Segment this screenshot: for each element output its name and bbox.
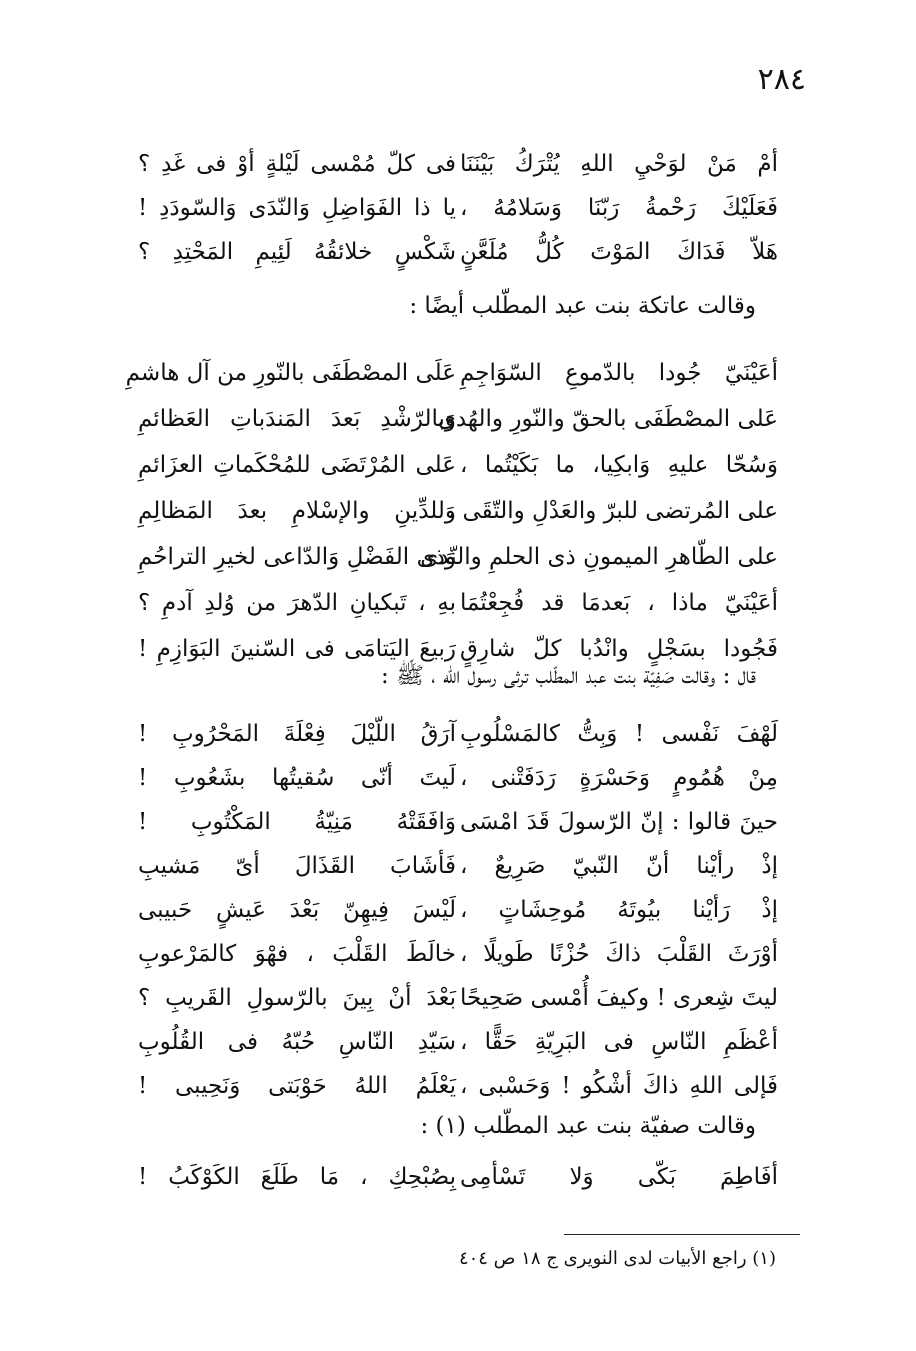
- verse-line: [138, 888, 778, 932]
- verse-line: [138, 1064, 778, 1108]
- intro-safiyya-1: قال : وقالت صَفِيّة بنت عبد المطّلب ترثى رسول الله ، ﷺ :: [381, 663, 756, 689]
- first-hemistich: إذْ رأيْنا أنّ النّبيّ صَرِيعٌ ،: [460, 853, 778, 879]
- first-hemistich: أعْظَمِ النّاسِ فى البَرِيّةِ حَقًّا ،: [460, 1029, 778, 1055]
- verse-line: [125, 350, 778, 396]
- verse-line: [138, 230, 778, 274]
- first-hemistich: أعَيْنَيّ ماذا ، بَعدمَا قد فُجِعْتُمَا: [460, 590, 778, 616]
- verse-line: [138, 580, 778, 626]
- first-hemistich: أمْ مَنْ لوَحْيِ اللهِ يُتْرَكُ بَيْنَنَا: [460, 151, 778, 177]
- footnote: (١) راجع الأبيات لدى النويرى ج ١٨ ص ٤٠٤: [458, 1248, 776, 1269]
- verse-line: [138, 142, 778, 186]
- verse-line: [138, 396, 778, 442]
- second-hemistich: وَبالرّشْدِ بَعدَ المَندَباتِ العَظائمِ: [138, 406, 456, 432]
- verse-line: [138, 756, 778, 800]
- first-hemistich: فَجُودا بسَجْلٍ وانْدُبا كلّ شارِقٍ: [460, 636, 778, 662]
- first-hemistich: عَلى المصْطَفَى بالحقّ والنّورِ والهُدى: [437, 406, 778, 432]
- second-hemistich: خالَطَ القَلْبَ ، فهْوَ كالمَرْعوبِ: [138, 941, 456, 967]
- first-hemistich: أعَيْنَيّ جُودا بالدّموعِ السّوَاجِمِ: [460, 360, 778, 386]
- poem-block-1: [138, 142, 778, 274]
- second-hemistich: وَللدِّينِ والإسْلامِ بعدَ المَظالِمِ: [138, 498, 456, 524]
- second-hemistich: بِصُبْحِكِ ، مَا طَلَعَ الكَوْكَبُ !: [138, 1164, 456, 1190]
- second-hemistich: يَعْلَمُ اللهُ حَوْبَتى وَنَحِيبى !: [138, 1073, 456, 1099]
- second-hemistich: سَيّدِ النّاسِ حُبّهُ فى القُلُوبِ: [138, 1029, 456, 1055]
- verse-line: [138, 1154, 778, 1200]
- poem-block-2: [125, 350, 778, 672]
- second-hemistich: بهِ ، تَبكيانِ الدّهرَ من وُلدِ آدمِ ؟: [138, 590, 456, 616]
- second-hemistich: عَلَى المصْطَفَى بالنّورِ من آل هاشمِ: [125, 360, 456, 386]
- second-hemistich: آرَقُ اللّيْلَ فِعْلَةَ المَحْرُوبِ !: [138, 721, 456, 747]
- first-hemistich: فَإلى اللهِ ذاكَ أشْكُو ! وَحَسْبى ،: [460, 1073, 778, 1099]
- second-hemistich: يا ذا الفَوَاضِلِ وَالنّدَى وَالسّودَدِ !: [138, 195, 456, 221]
- verse-line: [138, 712, 778, 756]
- first-hemistich: مِنْ هُمُومٍ وَحَسْرَةٍ رَدَفَتْنى ،: [460, 765, 778, 791]
- intro-atika: وقالت عاتكة بنت عبد المطّلب أيضًا :: [409, 293, 756, 319]
- verse-line: [138, 442, 778, 488]
- second-hemistich: لَيْسَ فِيهِنّ بَعْدَ عَيشٍ حَبيبى: [138, 897, 456, 923]
- second-hemistich: فَأشَابَ القَذَالَ أىّ مَشيبِ: [138, 853, 456, 879]
- second-hemistich: وَافَقَتْهُ مَنِيّةُ المَكْتُوبِ !: [138, 809, 456, 835]
- page-number: ٢٨٤: [757, 62, 806, 97]
- verse-line: [138, 186, 778, 230]
- verse-line: [138, 800, 778, 844]
- first-hemistich: لَهْفَ نَفْسى ! وَبِتُّ كالمَسْلُوبِ: [460, 721, 778, 747]
- verse-line: [138, 534, 778, 580]
- intro-safiyya-2: وقالت صفيّة بنت عبد المطّلب (١) :: [420, 1113, 756, 1139]
- first-hemistich: على المُرتضى للبرّ والعَدْلِ والتّقَى ،: [447, 498, 778, 524]
- second-hemistich: عَلى المُرْتَضَى للمُحْكَماتِ العزَائمِ: [138, 452, 456, 478]
- verse-line: [138, 1020, 778, 1064]
- verse-line: [138, 976, 778, 1020]
- verse-line: [138, 844, 778, 888]
- second-hemistich: لَيتَ أنّى سُقيتُها بشَعُوبِ !: [138, 765, 456, 791]
- first-hemistich: هَلاّ فَدَاكَ المَوْتَ كُلُّ مُلَعَّنٍ: [460, 239, 778, 265]
- first-hemistich: على الطّاهرِ الميمونِ ذى الحلمِ والنّدى: [420, 544, 778, 570]
- first-hemistich: إذْ رَأيْنا بيُوتَهُ مُوحِشَاتٍ ،: [460, 897, 778, 923]
- verse-line: [138, 488, 778, 534]
- second-hemistich: رَبيعَ اليَتامَى فى السّنينَ البَوَازِمِ !: [138, 636, 456, 662]
- first-hemistich: وَسُحّا عليهِ وَابكِيا، ما بَكَيْتُما ،: [460, 452, 778, 478]
- first-hemistich: فَعَلَيْكَ رَحْمةُ رَبّنَا وَسَلامُهُ ،: [460, 195, 778, 221]
- second-hemistich: وَذى الفَضْلِ وَالدّاعى لخيرِ التراحُمِ: [138, 544, 456, 570]
- footnote-divider: [564, 1234, 800, 1235]
- second-hemistich: بَعْدَ أنْ بِينَ بالرّسولِ القَريبِ ؟: [138, 985, 456, 1011]
- first-hemistich: حينَ قالوا : إنّ الرّسولَ قَدَ امْسَى: [460, 809, 778, 835]
- first-hemistich: أوْرَثَ القَلْبَ ذاكَ حُزْنًا طَويلًا ،: [460, 941, 778, 967]
- verse-line: [138, 932, 778, 976]
- first-hemistich: أفَاطِمَ بَكّى وَلا تَسْأمِى: [460, 1164, 778, 1190]
- poem-block-3: [138, 712, 778, 1108]
- poem-block-4: [138, 1154, 778, 1200]
- second-hemistich: فى كلّ مُمْسى لَيْلةٍ أوْ فى غَدِ ؟: [138, 151, 456, 177]
- first-hemistich: ليتَ شِعرى ! وكيفَ أُمْسى صَحِيحًا: [460, 985, 778, 1011]
- second-hemistich: شَكْسٍ خلائقُهُ لَئِيمِ المَحْتِدِ ؟: [138, 239, 456, 265]
